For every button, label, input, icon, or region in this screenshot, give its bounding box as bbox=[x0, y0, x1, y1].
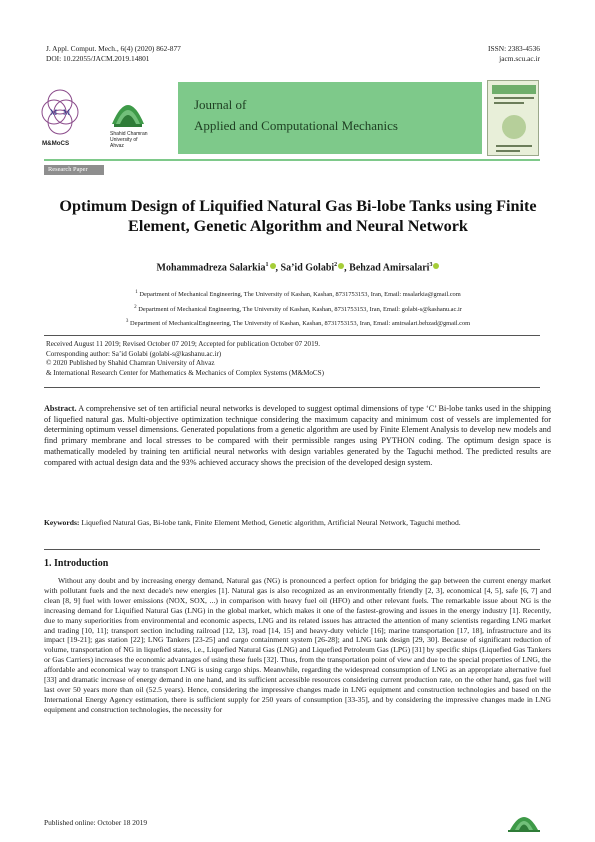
keywords-label: Keywords: bbox=[44, 518, 80, 527]
author-name: Behzad Amirsalari bbox=[349, 262, 430, 274]
abstract-text: A comprehensive set of ten artificial neural networks is developed to suggest optimal dimensions of type ‘C’ Bi-lobe tanks used in the shipping of liquefied natural gas. Multi-objective optimization technique considering the maximum capacity and minimum cost of vessels are implemented for determining optimum vessel dimensions. Generated populations from a genetic algorithm are used by Finite Element Analysis to develop new models and find primary membrane and local stresses to be compared with their permissible ranges using PYTHON coding. The optimum design space is mathematically modeled by training ten artificial neural networks with design variables generated by the Taguchi method. The predicted results are compared with actual design data and the 93% achieved accuracy shows the precision of the developed design system. bbox=[44, 404, 551, 467]
published-online: Published online: October 18 2019 bbox=[44, 818, 148, 827]
section-heading: 1. Introduction bbox=[44, 558, 109, 569]
affiliation bbox=[40, 319, 556, 327]
journal-cover-thumbnail bbox=[487, 80, 539, 156]
footer-logo bbox=[500, 806, 548, 832]
corresponding-author: Corresponding author: Sa’id Golabi (golabi-s@kashanu.ac.ir) bbox=[46, 349, 222, 358]
divider bbox=[44, 387, 540, 388]
article-type-badge: Research Paper bbox=[44, 165, 104, 175]
author-name: Mohammadreza Salarkia bbox=[156, 262, 266, 274]
journal-site: jacm.scu.ac.ir bbox=[499, 53, 540, 63]
author-sup: 1 bbox=[265, 262, 269, 268]
author-name: Sa’id Golabi bbox=[280, 262, 335, 274]
journal-reference: J. Appl. Comput. Mech., 6(4) (2020) 862-877 bbox=[46, 44, 181, 53]
keywords bbox=[44, 518, 551, 528]
copyright-line1: © 2020 Published by Shahid Chamran University of Ahvaz bbox=[46, 359, 215, 368]
journal-header-right bbox=[420, 44, 540, 63]
cover-image-icon bbox=[488, 81, 539, 156]
svg-text:M: M bbox=[50, 108, 58, 117]
author-sup: 3 bbox=[429, 262, 433, 268]
affiliation-sup: 1 bbox=[135, 290, 138, 295]
orcid-icon[interactable] bbox=[338, 263, 344, 269]
university-emblem-icon bbox=[500, 806, 548, 832]
university-name: Shahid Chamran University of Ahvaz bbox=[110, 131, 148, 149]
affiliation bbox=[40, 290, 556, 298]
svg-text:M: M bbox=[63, 108, 71, 117]
journal-banner bbox=[178, 82, 482, 154]
journal-header-left bbox=[46, 44, 181, 63]
article-history bbox=[46, 340, 540, 378]
affiliation-sup: 3 bbox=[125, 319, 129, 324]
intro-paragraph: Without any doubt and by increasing energy demand, Natural gas (NG) is pronounced a perfect option for bridging the gap between the current energy market with pollutant fuels and the next decade's new energies [1]. Natural gas is also recognized as an environmentally friendly [2, 3], economical [4, 5], safe [6, 7] and clean [8, 9] fuel with lower emissions (NOX, SOX, ...) in comparison with heavy fuel oil (HFO) and other relevant fuels. The remarkable issue about NG is the increasing demand for Liquified Natural Gas (LNG) in the global market, which makes it one of the fastest-growing and issues in the energy industry [1]. Recently, due to many superiorities from environmental and economic aspects, LNG and its related issues has attracted the attention of many scientists regarding LNG market and trading [10, 11]; transport section including railroad [12, 13], road [14, 15] and heavy-duty vehicle [16]; marine transportation [17, 18], infrastructure and its impact [19-21]; gas station [22]; LNG Tankers [23-25] and cargo containment system [26-28]; and LNG tank design [29, 30]. Because of significant reduction of volume, transportation of NG in liquefied states, i.e., Liquefied Natural Gas (LNG) and Liquefied Petroleum Gas (LPG) [31] by specific ships (Liquefied Gas Tankers or Gas Carriers) increases the economic advantages of using these fuels [32]. Thus, from the transportation point of view and due to the special properties of LNG, the affordable and economical way to transport LNG is using cargo ships. Meanwhile, regarding the widespread consumption of LNG as an appropriate alternative fuel [33] and dramatic increase of energy demand in one hand, and its sufficient accessible resources considering current production rate, on the other hand, gas fuel will last over 50 years more than oil (52.5 years). Hence, considering the impressive changes made in LNG equipment and construction technologies and based on the International Energy Agency estimation, there is sufficient supply for 250 years of consumption [33-35], and by considering the impressive changes made in LNG equipment and construction technologies, the necessity for bbox=[44, 576, 551, 714]
author-list: Mohammadreza Salarkia$^1$ , Sa’id Golabi$^2$ , Behzad Amirsalari$^3$ bbox=[40, 262, 556, 273]
abstract-label: Abstract. bbox=[44, 404, 77, 413]
journal-name-line1: Journal of bbox=[194, 97, 247, 112]
mmocs-label: M&MoCS bbox=[42, 140, 70, 147]
university-emblem-icon bbox=[112, 105, 144, 127]
doi: DOI: 10.22055/JACM.2019.14801 bbox=[46, 53, 150, 63]
affiliation-text: Department of Mechanical Engineering, The University of Kashan, Kashan, 8731753153, Iran, Email: golabi-s@kashanu.ac.ir bbox=[138, 306, 462, 314]
affiliation bbox=[40, 305, 556, 313]
author-sup: 2 bbox=[334, 262, 338, 268]
journal-name-line2: Applied and Computational Mechanics bbox=[194, 118, 398, 133]
paper-title: Optimum Design of Liquified Natural Gas Bi-lobe Tanks using Finite Element, Genetic Algorithm and Neural Network bbox=[59, 197, 537, 235]
copyright-line2: & International Research Center for Mathematics & Mechanics of Complex Systems (M&MoCS) bbox=[46, 368, 324, 377]
received-dates: Received August 11 2019; Revised October 07 2019; Accepted for publication October 07 2019. bbox=[46, 340, 320, 348]
divider bbox=[44, 335, 540, 336]
issn: ISSN: 2383-4536 bbox=[488, 44, 540, 53]
publisher-logos bbox=[30, 80, 178, 156]
affiliation-text: Department of MechanicalEngineering, The University of Kashan, Kashan, 8731753153, Iran, Email: amirsalari.behzad@gmail.com bbox=[130, 320, 471, 328]
orcid-icon[interactable] bbox=[433, 263, 439, 269]
orcid-icon[interactable] bbox=[270, 263, 276, 269]
affiliation-sup: 2 bbox=[134, 305, 137, 310]
header-divider bbox=[44, 159, 540, 161]
keywords-text: Liquefied Natural Gas, Bi-lobe tank, Finite Element Method, Genetic algorithm, Artificial Neural Network, Taguchi method. bbox=[81, 518, 461, 527]
affiliation-text: Department of Mechanical Engineering, The University of Kashan, Kashan, 8731753153, Iran, Email: msalarkia@gmail.com bbox=[139, 291, 461, 299]
abstract bbox=[44, 404, 551, 468]
divider bbox=[44, 549, 540, 550]
